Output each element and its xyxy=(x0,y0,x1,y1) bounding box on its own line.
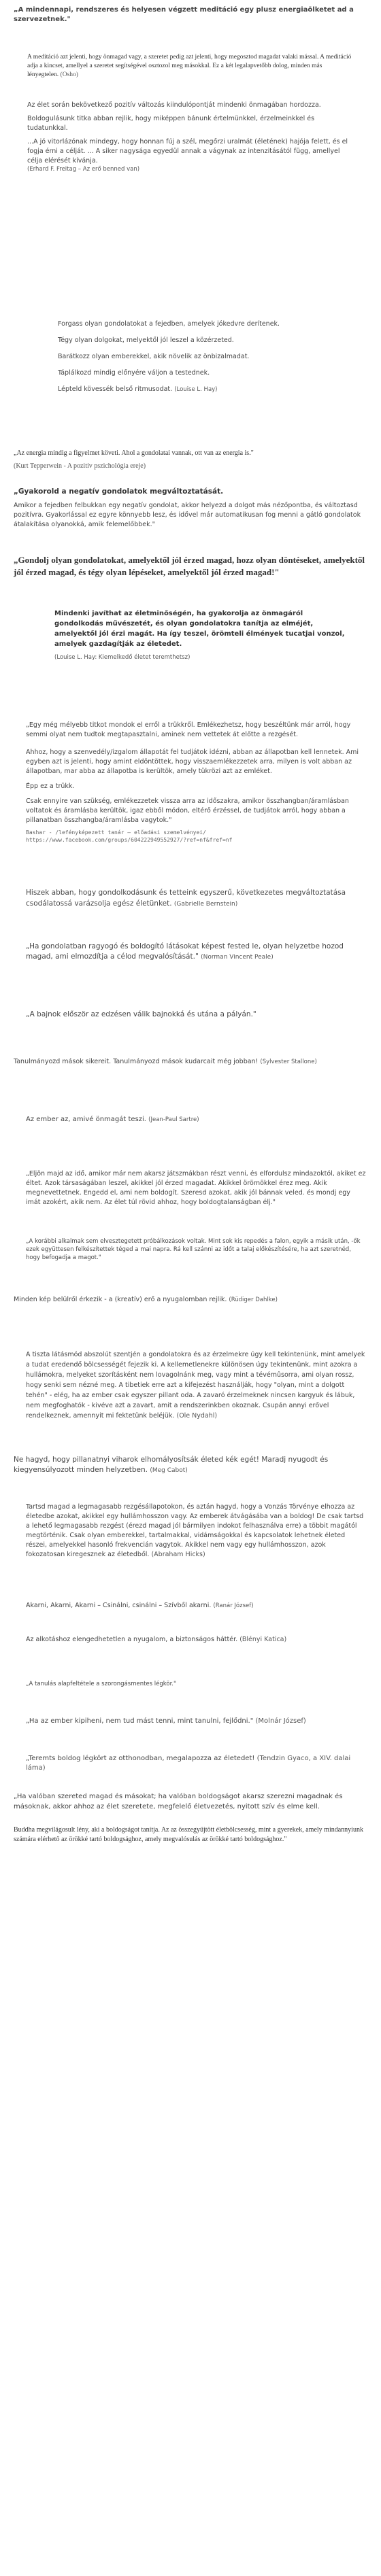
quote-text: Akarni, Akarni, Akarni – Csinálni, csinálni – Szívből akarni. (Ranár József) xyxy=(26,1602,254,1609)
quote-attribution: Bashar - /lefényképezett tanár – előadási szemelvényei/ xyxy=(26,829,206,836)
list-item: Barátkozz olyan emberekkel, akik növelik az önbizalmadat. xyxy=(58,353,250,360)
list-item: Tégy olyan dolgokat, melyektől jól leszel a közérzeted. xyxy=(58,337,234,344)
quote-bernstein xyxy=(26,887,366,914)
quote-freitag xyxy=(27,101,354,177)
quote-text: Amikor a fejedben felbukkan egy negatív gondolat, akkor helyezd a dolgot más nézőpontba, és változtasd pozitívra. Gyakorlással ez egyre könnyebb lesz, és idővel már automatikusan fog menni a gátló gondolatok átalakítása olyanokká, amik felemelőbbek." xyxy=(14,502,361,528)
quote-feel-good xyxy=(14,554,367,583)
quote-negative-thoughts xyxy=(14,486,367,534)
quote-text: Buddha megvilágosult lény, aki a boldogságot tanítja. Az az összegyűjtött életbölcsesség, mint a gyerekek, amely mindannyiunk számára elérhető az örökké tartó boldogsághoz, amely megvalósulás az örökké tartó boldogsághoz." xyxy=(14,1826,363,1843)
list-item: Lépteld kövessék belső ritmusodat. (Louise L. Hay) xyxy=(58,385,218,393)
quote-text: „Ha gondolatban ragyogó és boldogító látásokat képest fested le, olyan helyzetbe hozod magad, ami elmozdítja a célod megvalósítását." (Norman Vincent Peale) xyxy=(26,942,344,961)
quote-love-yourself xyxy=(14,1791,367,1816)
quote-text: Az alkotáshoz elengedhetetlen a nyugalom, a biztonságos háttér. (Blényi Katica) xyxy=(26,1636,287,1643)
quote-osho xyxy=(27,53,354,84)
quote-text: „Az energia mindig a figyelmet követi. Ahol a gondolatai vannak, ott van az energia is." xyxy=(14,449,254,457)
quote-text: Tartsd magad a legmagasabb rezgésállapotokon, és aztán hagyd, hogy a Vonzás Törvénye elhozza az életedbe azokat, akikkel egy hullámhosszon vagy. Az emberek átvágásába van a boldog! De csak tartsd a lehető legmagasabb rezgést (érezd magad jól bármilyen indokot felhasználva erre) a többit magától megtörténik. Csak olyan emberekkel, tartalmakkal, vidámságokkal és kapcsolatok lehetnek életed részei, amelyekkel hasonló frekvencián vagytok. Akikkel nem vagy egy hullámhosszon, azok fokozatosan kiregesznek az életedből. (Abraham Hicks) xyxy=(26,1503,364,1558)
quote-text: Ne hagyd, hogy pillanatnyi viharok elhomályosítsák életed kék egét! Maradj nyugodt és kiegyensúlyozott minden helyzetben. (Meg Cabot) xyxy=(14,1456,329,1474)
quote-paragraph-2: Boldogulásunk titka abban rejlik, hogy miképpen bánunk értelmünkkel, érzelmeinkkel és tudatunkkal. xyxy=(27,115,315,132)
list-item: Forgass olyan gondolatokat a fejedben, amelyek jókedvre derítenek. xyxy=(58,320,280,328)
quote-text: „A tanulás alapfeltétele a szorongásmentes légkör." xyxy=(26,1681,176,1687)
quote-sartre xyxy=(26,1115,366,1129)
quote-paragraph-4: Csak ennyire van szükség, emlékezzetek vissza arra az időszakra, amikor összhangban/áramlásban voltatok és áramlásba kerültök, igaz ebből módon, eltérő érzéssel, de tudjátok arról, hogy abban a pillanatban összhangba/áramlásba vagytok." xyxy=(26,797,349,824)
quote-louise-hay-list xyxy=(58,320,344,398)
quote-paragraph-3: ...A jó vitorlázónak mindegy, hogy honnan fúj a szél, megőrzi uralmát (életének) hajója felett, és el fogja érni a célját. ... A siker nagysága egyedül annak a vágynak az intenzitásától függ, amellyel célja elérését kívánja. xyxy=(27,138,348,165)
quote-text: „Ha az ember kipiheni, nem tud mást tenni, mint tanulni, fejlődni." (Molnár József) xyxy=(26,1717,306,1725)
quote-akarni xyxy=(26,1601,366,1615)
quote-text: A meditáció azt jelenti, hogy önmagad vagy, a szeretet pedig azt jelenti, hogy megosztod magadat valaki mással. A meditáció adja a kincset, amellyel a szeretet segítségével osztozol meg másokkal. Ez a két legalapvetőbb dolog, minden más lényegtelen. (Osho) xyxy=(27,54,352,78)
facebook-group-link[interactable]: https://www.facebook.com/groups/604222949552927/?ref=nf&fref=nf xyxy=(26,837,233,843)
quote-text: „A korábbi alkalmak sem elvesztegetett próbálkozások voltak. Mint sok kis repedés a falon, egyik a másik után, -ők ezek együttesen felkészítettek téged a mai napra. Rá kell szánni az időt a talaj előkészítésére, ha azt szeretnéd, hogy befogadja a magot." xyxy=(26,1238,361,1261)
quote-text: Mindenki javíthat az életminőségén, ha gyakorolja az önmagáról gondolkodás művészetét, és olyan gondolatokra tanítja az elméjét, amelyektől jól érzi magát. Ha így teszel, örömteli élmények tucatjai vonzol, amelyek gazdagítják az életedet. xyxy=(54,610,345,648)
quote-meditation-energy xyxy=(14,5,367,29)
quote-champion xyxy=(26,1010,366,1023)
quote-attribution: (Kurt Tepperwein - A pozitív pszichológia ereje) xyxy=(14,462,146,470)
quote-text: Minden kép belülről érkezik - a (kreatív) erő a nyugalomban rejlik. (Rüdiger Dahlke) xyxy=(14,1296,278,1303)
quote-text: A tiszta látásmód abszolút szentjén a gondolatokra és az érzelmekre úgy kell tekintenünk, mint amelyek a tudat eredendő bölcsességét fejezik ki. A kellemetlenekre különösen úgy tekintenünk, mint azokra a hullámokra, melyeket szorításként nem lovagolnánk meg, vagy mint a tévémûsorra, ami olyan rossz, hogy senki sem nézné meg. A tibetiek erre azt a kifejezést használják, hogy "olyan, mint a dolgott tehén" - elég, ha az ember csak egyszer pillant oda. A zavaró érzelmeknek nincsen kargyuk és lábuk, nem megfoghatók - kivéve azt a zavart, amit a rendszerinkben okoznak. Csupán annyi erővel rendelkeznek, amennyit mi fektetünk beléjük. (Ole Nydahl) xyxy=(26,1351,365,1420)
quote-paragraph-1: „Egy még mélyebb titkot mondok el erről a trükkről. Emlékezhetsz, hogy beszéltünk már arról, hogy semmi olyat nem tudtok megtapasztalni, aminek nem vettetek át előtte a rezgését. xyxy=(26,721,351,738)
quote-let-go xyxy=(26,1169,366,1212)
quote-text: Hiszek abban, hogy gondolkodásunk és tetteink egyszerű, következetes megváltoztatása csodálatossá varázsolja egész életünket. (Gabrielle Bernstein) xyxy=(26,889,346,908)
quote-hicks xyxy=(26,1502,366,1564)
quote-text: Az ember az, amivé önmagát teszi. (Jean-Paul Sartre) xyxy=(26,1116,199,1123)
quote-attribution: (Louise L. Hay: Kiemelkedő életet teremthetsz) xyxy=(54,654,190,661)
quote-stallone xyxy=(14,1057,367,1071)
quote-text: Tanulmányozd mások sikereit. Tanulmányozd mások kudarcait még jobban! (Sylvester Stallone) xyxy=(14,1058,317,1065)
quote-text: „A mindennapi, rendszeres és helyesen végzett meditáció egy plusz energiaölketet ad a szervezetnek." xyxy=(14,6,354,23)
quote-buddha xyxy=(14,1825,367,1849)
quote-molnar xyxy=(26,1717,366,1730)
quote-title: „Gyakorold a negatív gondolatok megváltoztatását. xyxy=(14,487,224,496)
quote-text: „Gondolj olyan gondolatokat, amelyektől jól érzed magad, hozz olyan döntéseket, amelyektől jól érzed magad, és tégy olyan lépéseket, amelyektől jól érzed magad!" xyxy=(14,555,365,577)
quote-louise-hay-life xyxy=(54,608,354,666)
quote-text: „Eljön majd az idő, amikor már nem akarsz játszmákban részt venni, és elfordulsz mindazoktól, akiket ez éltet. Azok társaságában leszel, akikkel jól érzed magadat. Akikkel örömökkel érez meg. Akik megnevettetnek. Engedd el, ami nem boldogít. Szeresd azokat, akik jól bánnak veled. és mondj egy imát azokért, akik nem. Az élet túl rövid ahhoz, hogy boldogtalanságban élj." xyxy=(26,1170,366,1206)
quote-preparation xyxy=(26,1237,366,1266)
quote-peale xyxy=(26,942,366,967)
quote-tepperwein xyxy=(14,449,367,475)
quote-bashar xyxy=(26,721,359,847)
quote-text: „Ha valóban szereted magad és másokat; ha valóban boldogságot akarsz szerezni magadnak és másoknak, akkor ahhoz az élet szeretete, megfelelő életvezetés, nyitott szív és elme kell. xyxy=(14,1793,343,1810)
quote-blenyi xyxy=(26,1635,366,1649)
quote-text: „A bajnok először az edzésen válik bajnokká és utána a pályán." xyxy=(26,1010,256,1018)
quote-paragraph-2: Ahhoz, hogy a szenvedély/izgalom állapotát fel tudjátok idézni, abban az állapotban kell lennetek. Ami egyben azt is jelenti, hogy amint eldöntöttek, hogy visszaemlékezzetek arra, milyen is volt abban az állapotban, mar abba az állapotba is kerültök, amely tükrözi azt az emléket. xyxy=(26,749,359,775)
quote-dahlke xyxy=(14,1295,367,1309)
list-item: Táplálkozd mindig előnyére váljon a testednek. xyxy=(58,369,210,377)
quote-text: „Teremts boldog légkört az otthonodban, megalapozza az életedet! (Tendzin Gyaco, a XIV. dalai láma) xyxy=(26,1755,351,1772)
quote-nydahl xyxy=(26,1350,366,1425)
quote-cabot xyxy=(14,1455,367,1480)
quote-attribution: (Erhard F. Freitag – Az erő benned van) xyxy=(27,166,140,173)
quote-paragraph-1: Az élet során bekövetkező pozitív változás kiindulópontját mindenki önmagában hordozza. xyxy=(27,101,321,109)
quote-paragraph-3: Épp ez a trükk. xyxy=(26,783,75,790)
quote-learning-atmosphere xyxy=(26,1679,366,1693)
quote-dalai-lama xyxy=(26,1754,366,1777)
